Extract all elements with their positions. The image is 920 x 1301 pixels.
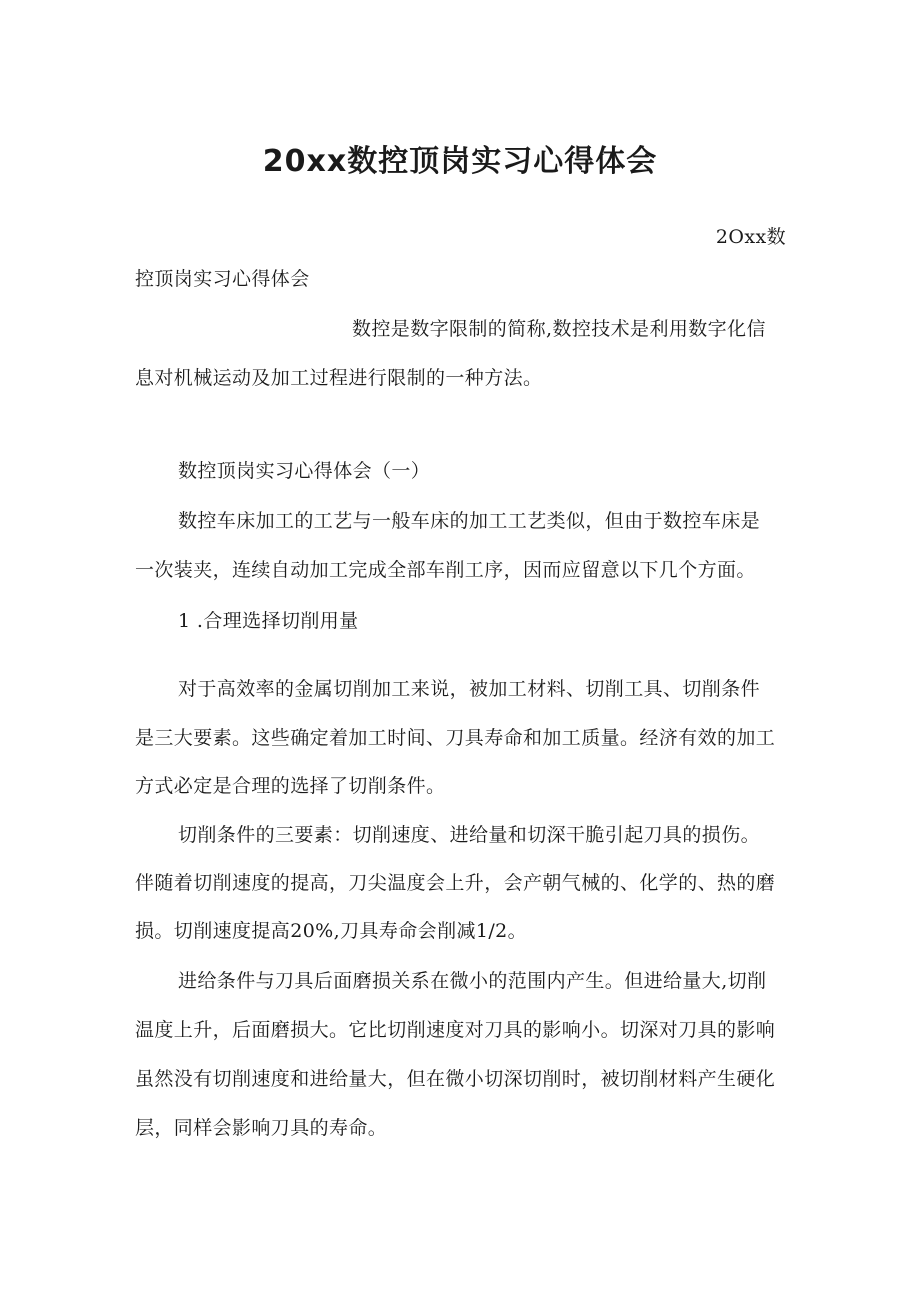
text-line: 虽然没有切削速度和进给量大，但在微小切深切削时，被切削材料产生硬化 [135,1068,776,1090]
text-line: 息对机械运动及加工过程进行限制的一种方法。 [135,367,543,389]
text-line: 一次装夹，连续自动加工完成全部车削工序，因而应留意以下几个方面。 [135,559,756,581]
text-line: 方式必定是合理的选择了切削条件。 [135,775,446,797]
text-line: 温度上升，后面磨损大。它比切削速度对刀具的影响小。切深对刀具的影响 [135,1019,776,1041]
text-line: 是三大要素。这些确定着加工时间、刀具寿命和加工质量。经济有效的加工 [135,727,776,749]
text-line: 控顶岗实习心得体会 [135,268,310,290]
text-line: 进给条件与刀具后面磨损关系在微小的范围内产生。但进给量大,切削 [178,970,767,992]
text-line: 数控是数字限制的简称,数控技术是利用数字化信 [352,318,766,340]
text-line: 切削条件的三要素：切削速度、进给量和切深干脆引起刀具的损伤。 [178,824,761,846]
document-title: 20xx数控顶岗实习心得体会 [262,144,658,179]
list-heading: 1 .合理选择切削用量 [178,610,359,632]
text-line: 损。切削速度提高20%,刀具寿命会削减1/2。 [135,920,528,942]
text-line: 层，同样会影响刀具的寿命。 [135,1117,388,1139]
text-line: 数控车床加工的工艺与一般车床的加工工艺类似，但由于数控车床是 [178,510,761,532]
text-line: 伴随着切削速度的提高，刀尖温度会上升，会产朝气械的、化学的、热的磨 [135,872,776,894]
section-heading: 数控顶岗实习心得体会（一） [178,460,431,482]
text-line: 对于高效率的金属切削加工来说，被加工材料、切削工具、切削条件 [178,678,761,700]
text-line: 2Oxx数 [715,226,786,248]
